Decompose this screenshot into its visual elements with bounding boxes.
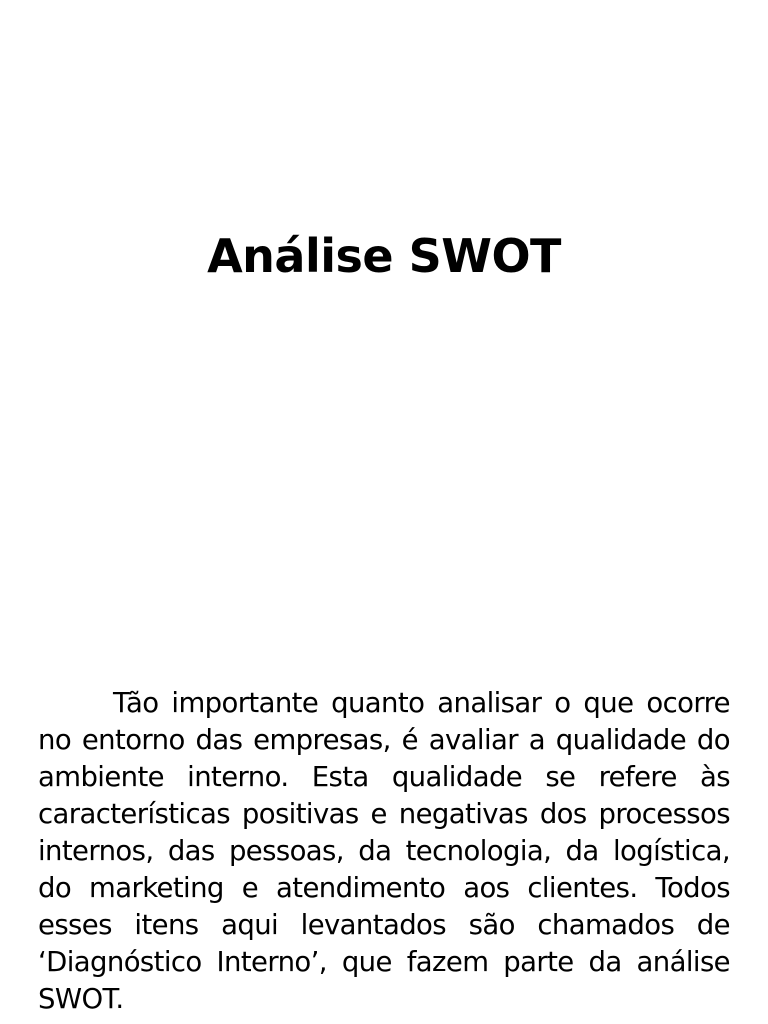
slide-body-text: Tão importante quanto analisar o que ocorre no entorno das empresas, é avaliar a qualidade do ambiente interno. Esta qualidade se refere às características positivas e negativas dos processos internos, das pessoas, da tecnologia, da logística, do marketing e atendimento aos clientes. Todos esses itens aqui levantados são chamados de ‘Diagnóstico Interno’, que fazem parte da análise SWOT. xyxy=(38,687,730,1015)
slide-title: Análise SWOT xyxy=(207,229,561,283)
